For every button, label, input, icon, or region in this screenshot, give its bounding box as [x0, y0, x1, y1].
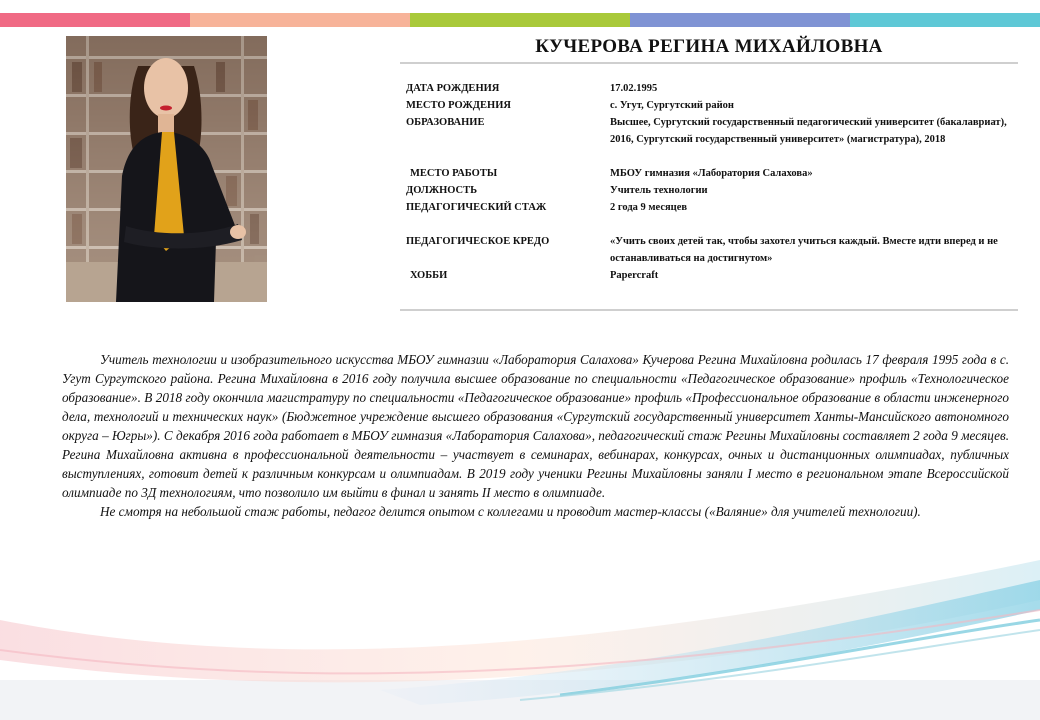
- info-value: Papercraft: [610, 270, 659, 281]
- info-label: ПЕДАГОГИЧЕСКИЙ СТАЖ: [406, 202, 547, 213]
- info-value: 2 года 9 месяцев: [610, 202, 688, 213]
- info-row-position: [406, 182, 1016, 199]
- info-value: с. Угут, Сургутский район: [610, 100, 734, 111]
- bio-paragraph-2: Не смотря на небольшой стаж работы, педагог делится опытом с коллегами и проводит мастер-классы («Валяние» для учителей технологии).: [100, 504, 921, 519]
- top-bar-segment-cyan: [850, 13, 1040, 27]
- person-name: КУЧЕРОВА РЕГИНА МИХАЙЛОВНА: [535, 36, 883, 57]
- spacer: [406, 148, 1016, 165]
- info-label: ДОЛЖНОСТЬ: [406, 185, 478, 196]
- top-bar-segment-pink: [0, 13, 190, 27]
- info-label: МЕСТО РАБОТЫ: [410, 168, 498, 179]
- background-waves: [0, 540, 1040, 720]
- info-value: 17.02.1995: [610, 83, 658, 94]
- top-bar-segment-peach: [190, 13, 410, 27]
- info-row-education: [406, 114, 1016, 148]
- info-row-birth-place: [406, 97, 1016, 114]
- info-label: ОБРАЗОВАНИЕ: [406, 117, 485, 128]
- top-bar-segment-green: [410, 13, 630, 27]
- info-row-credo: [406, 233, 1016, 267]
- info-label: ХОББИ: [410, 270, 448, 281]
- bio-paragraph-1: Учитель технологии и изобразительного искусства МБОУ гимназии «Лаборатория Салахова» Кучерова Регина Михайловна родилась 17 февраля 1995 года в с. Угут Сургутского района. Регина Михайловна в 2016 году получила высшее образование по специальности «Педагогическое образование» профиль «Технологическое образование». В 2018 году окончила магистратуру по специальности «Педагогическое образование» профиль «Профессиональное образование в области инженерного дела, технологий и технических наук» (Бюджетное учреждение высшего образования «Сургутский государственный университет Ханты-Мансийского автономного округа – Югры»). С декабря 2016 года работает в МБОУ гимназия «Лаборатория Салахова», педагогический стаж Регины Михайловны составляет 2 года 9 месяцев. Регина Михайловна активна в профессиональной деятельности – участвует в семинарах, вебинарах, конкурсах, очных и дистанционных олимпиадах, публичных выступлениях, готовит детей к различным конкурсам и олимпиадам. В 2019 году ученики Регины Михайловны заняли I место в региональном этапе Всероссийской олимпиаде по 3Д технологиям, что позволило им выйти в финал и занять II место в олимпиаде.: [62, 352, 1009, 500]
- info-row-workplace: [406, 165, 1016, 182]
- info-value: Учитель технологии: [610, 185, 708, 196]
- biography-text: [62, 350, 1009, 521]
- top-bar-segment-blue: [630, 13, 850, 27]
- portrait-photo: [66, 36, 267, 302]
- info-row-birth-date: [406, 80, 1016, 97]
- header-divider: [400, 62, 1018, 64]
- info-table: [406, 80, 1016, 284]
- info-value: МБОУ гимназия «Лаборатория Салахова»: [610, 168, 813, 179]
- top-color-bar: [0, 13, 1040, 27]
- info-label: ПЕДАГОГИЧЕСКОЕ КРЕДО: [406, 236, 550, 247]
- info-label: МЕСТО РОЖДЕНИЯ: [406, 100, 511, 111]
- info-row-experience: [406, 199, 1016, 216]
- info-value: Высшее, Сургутский государственный педагогический университет (бакалавриат), 2016, Сургутский государственный университет» (магистратура), 2018: [610, 117, 1007, 145]
- info-row-hobby: [406, 267, 1016, 284]
- lips: [160, 106, 172, 111]
- info-label: ДАТА РОЖДЕНИЯ: [406, 83, 500, 94]
- info-value: «Учить своих детей так, чтобы захотел учиться каждый. Вместе идти вперед и не останавливаться на достигнутом»: [610, 236, 998, 264]
- neck: [158, 114, 174, 134]
- info-divider: [400, 309, 1018, 311]
- spacer: [406, 216, 1016, 233]
- hand: [230, 225, 246, 239]
